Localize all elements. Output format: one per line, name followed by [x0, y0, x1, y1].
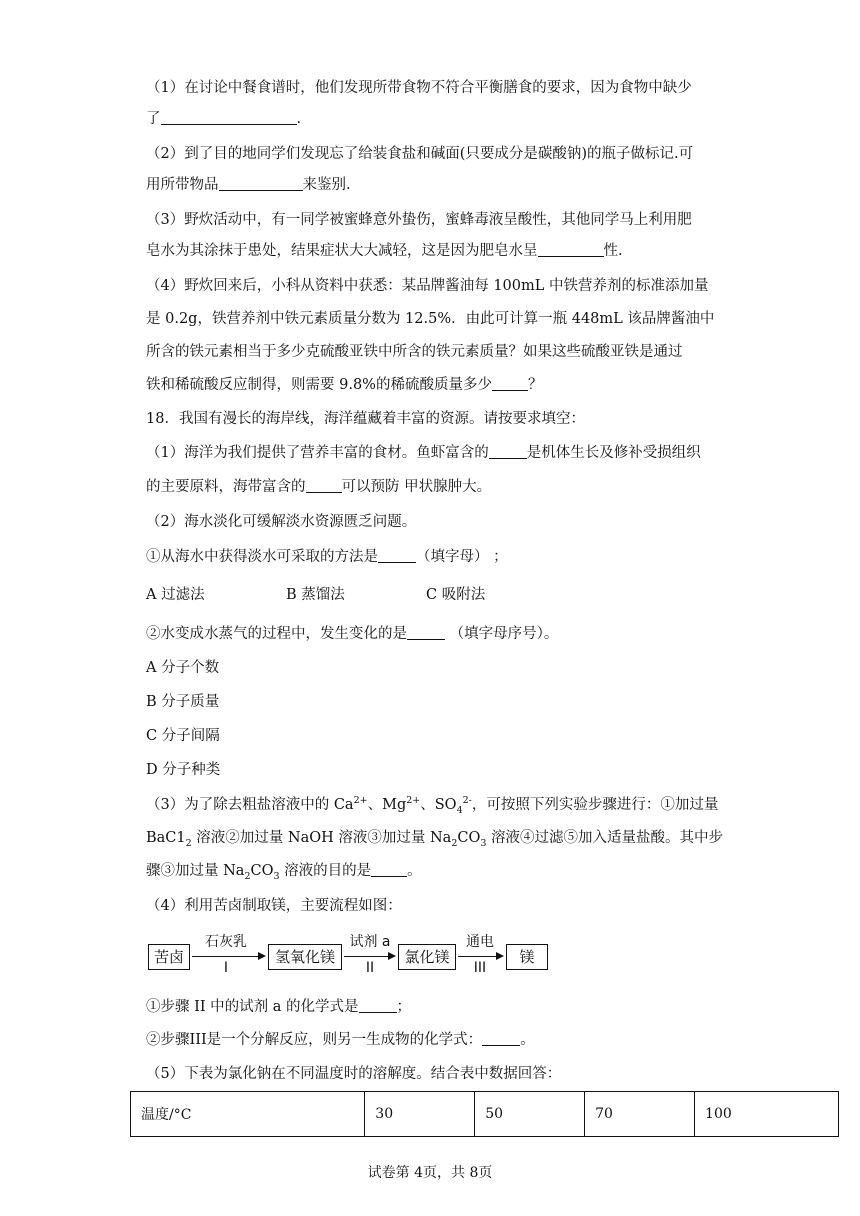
- table-cell: 100: [695, 1092, 839, 1137]
- table-header-temperature: 温度/°C: [131, 1092, 365, 1137]
- option-c[interactable]: C 吸附法: [426, 587, 486, 603]
- q17-1-end: .: [296, 111, 302, 127]
- q17-2-cont-a: 用所带物品: [146, 177, 219, 193]
- subscript: 2: [244, 870, 251, 882]
- subscript: 2: [451, 837, 458, 849]
- q18-3-line1: [146, 795, 718, 815]
- answer-blank[interactable]: [538, 242, 604, 257]
- flow-step-1: I: [223, 960, 229, 976]
- superscript: 2-: [462, 795, 472, 807]
- subscript: 2: [185, 837, 192, 849]
- q17-4-line1: （4）野炊回来后，小科从资料中获悉：某品牌酱油每 100mL 中铁营养剂的标准添加量: [146, 278, 709, 294]
- q17-3-cont-b: 性.: [603, 243, 623, 259]
- flow-step-3: III: [473, 960, 487, 976]
- subscript: 3: [273, 870, 280, 882]
- q18-2-2b: （填字母序号）。: [445, 626, 559, 642]
- q18-5: （5）下表为氯化钠在不同温度时的溶解度。结合表中数据回答：: [146, 1066, 562, 1082]
- option-b[interactable]: B 蒸馏法: [286, 587, 345, 603]
- q18-3-line3: [146, 861, 422, 881]
- q18-1-b: 是机体生长及修补受损组织: [526, 445, 701, 461]
- flow-label-1: 石灰乳: [205, 934, 247, 950]
- q17-2-cont-b: 来鉴别.: [302, 177, 351, 193]
- superscript: 2+: [353, 795, 368, 807]
- flow-arrow-1: [192, 956, 264, 957]
- q18-3-text: CO: [250, 863, 274, 879]
- option-a[interactable]: A 过滤法: [146, 587, 205, 603]
- answer-blank[interactable]: [407, 625, 445, 640]
- table-cell: 70: [585, 1092, 695, 1137]
- table-cell: 30: [365, 1092, 475, 1137]
- q17-1-line1: （1）在讨论中餐食谱时，他们发现所带食物不符合平衡膳食的要求，因为食物中缺少: [146, 80, 692, 96]
- q18-4: （4）利用苦卤制取镁，主要流程如图：: [146, 898, 402, 914]
- q18-3-text: BaC1: [146, 830, 186, 846]
- q18-4-1-text: ①步骤 II 中的试剂 a 的化学式是: [146, 999, 359, 1015]
- q18-3-text: 溶液②加过量 NaOH 溶液③加过量 Na: [191, 830, 452, 846]
- answer-blank[interactable]: [306, 478, 342, 493]
- option-d[interactable]: D 分子种类: [146, 762, 221, 778]
- q18-2-2: [146, 624, 558, 644]
- flow-step-2: II: [365, 960, 375, 976]
- answer-blank[interactable]: [161, 110, 297, 125]
- flow-arrow-2: [344, 956, 394, 957]
- answer-blank[interactable]: [492, 376, 528, 391]
- q17-4-line4: [146, 375, 542, 395]
- q17-3-line2: [146, 241, 623, 261]
- answer-blank[interactable]: [219, 176, 303, 191]
- q18-1-line2: [146, 477, 491, 497]
- process-flow-diagram: [146, 934, 566, 978]
- q18-1-line1: [146, 443, 701, 463]
- q18-3-text: ，可按照下列实验步骤进行：①加过量: [471, 797, 719, 813]
- subscript: 4: [456, 804, 463, 816]
- superscript: 2+: [406, 795, 421, 807]
- flow-box-magnesium: 镁: [506, 944, 548, 970]
- q18-4-2-end: 。: [520, 1032, 535, 1048]
- q17-1-line2: [146, 109, 301, 129]
- subscript: 3: [480, 837, 487, 849]
- q17-4-line2: 是 0.2g，铁营养剂中铁元素质量分数为 12.5%．由此可计算一瓶 448mL 该品牌酱油中: [146, 311, 715, 327]
- solubility-table: [130, 1091, 839, 1137]
- flow-arrow-3: [458, 956, 502, 957]
- table-cell: 50: [475, 1092, 585, 1137]
- q18-3-text: （3）为了除去粗盐溶液中的 Ca: [146, 797, 354, 813]
- q18-title: 18．我国有漫长的海岸线，海洋蕴藏着丰富的资源。请按要求填空：: [146, 411, 585, 427]
- q18-2-1: [146, 547, 508, 567]
- q17-3-line1: （3）野炊活动中，有一同学被蜜蜂意外蛰伤，蜜蜂毒液呈酸性，其他同学马上利用肥: [146, 212, 692, 228]
- q18-2-2a: ②水变成水蒸气的过程中，发生变化的是: [146, 626, 407, 642]
- q17-2-line1: （2）到了目的地同学们发现忘了给装食盐和碱面(只要成分是碳酸钠)的瓶子做标记.可: [146, 146, 694, 162]
- q18-1-a: （1）海洋为我们提供了营养丰富的食材。鱼虾富含的: [146, 445, 489, 461]
- q18-1-d: 可以预防 甲状腺肿大。: [341, 479, 492, 495]
- table-row: [131, 1092, 839, 1137]
- q18-2-1a: ①从海水中获得淡水可采取的方法是: [146, 549, 378, 565]
- flow-label-3: 通电: [466, 934, 494, 950]
- q18-4-2: [146, 1030, 535, 1050]
- q17-4-l4a: 铁和稀硫酸反应制得，则需要 9.8%的稀硫酸质量多少: [146, 377, 492, 393]
- q18-3-text: 溶液④过滤⑤加入适量盐酸。其中步: [486, 830, 723, 846]
- q17-4-line3: 所含的铁元素相当于多少克硫酸亚铁中所含的铁元素质量？如果这些硫酸亚铁是通过: [146, 344, 683, 360]
- flow-box-mg-hydroxide: 氢氧化镁: [268, 944, 342, 970]
- flow-box-bittern: 苦卤: [148, 944, 190, 970]
- q18-4-1: [146, 997, 411, 1017]
- q18-3-text: 骤③加过量 Na: [146, 863, 245, 879]
- q17-1-cont: 了: [146, 111, 161, 127]
- flow-label-2: 试剂 a: [349, 934, 391, 950]
- q18-3-line2: [146, 828, 723, 848]
- q18-2: （2）海水淡化可缓解淡水资源匮乏问题。: [146, 514, 417, 530]
- q18-3-text: 溶液的目的是: [279, 863, 372, 879]
- page-footer: 试卷第 4页，共 8页: [367, 1165, 493, 1181]
- answer-blank[interactable]: [482, 1031, 520, 1046]
- q18-2-1b: （填字母） ；: [416, 549, 508, 565]
- q18-1-c: 的主要原料，海带富含的: [146, 479, 306, 495]
- q18-4-1-end: ；: [396, 999, 412, 1015]
- q18-2-1-options: [146, 585, 485, 605]
- q17-2-line2: [146, 175, 351, 195]
- answer-blank[interactable]: [359, 998, 397, 1013]
- option-a[interactable]: A 分子个数: [146, 660, 220, 676]
- q18-3-text: 。: [407, 863, 422, 879]
- option-c[interactable]: C 分子间隔: [146, 728, 220, 744]
- q18-4-2-text: ②步骤III是一个分解反应，则另一生成物的化学式：: [146, 1032, 483, 1048]
- q18-3-text: CO: [457, 830, 481, 846]
- q17-4-l4b: ？: [527, 377, 543, 393]
- answer-blank[interactable]: [371, 862, 407, 877]
- flow-box-mg-chloride: 氯化镁: [398, 944, 456, 970]
- answer-blank[interactable]: [378, 548, 416, 563]
- q18-3-text: 、Mg: [367, 797, 407, 813]
- answer-blank[interactable]: [489, 444, 527, 459]
- q18-3-text: 、SO: [420, 797, 457, 813]
- option-b[interactable]: B 分子质量: [146, 694, 220, 710]
- q17-3-cont-a: 皂水为其涂抹于患处，结果症状大大减轻，这是因为肥皂水呈: [146, 243, 538, 259]
